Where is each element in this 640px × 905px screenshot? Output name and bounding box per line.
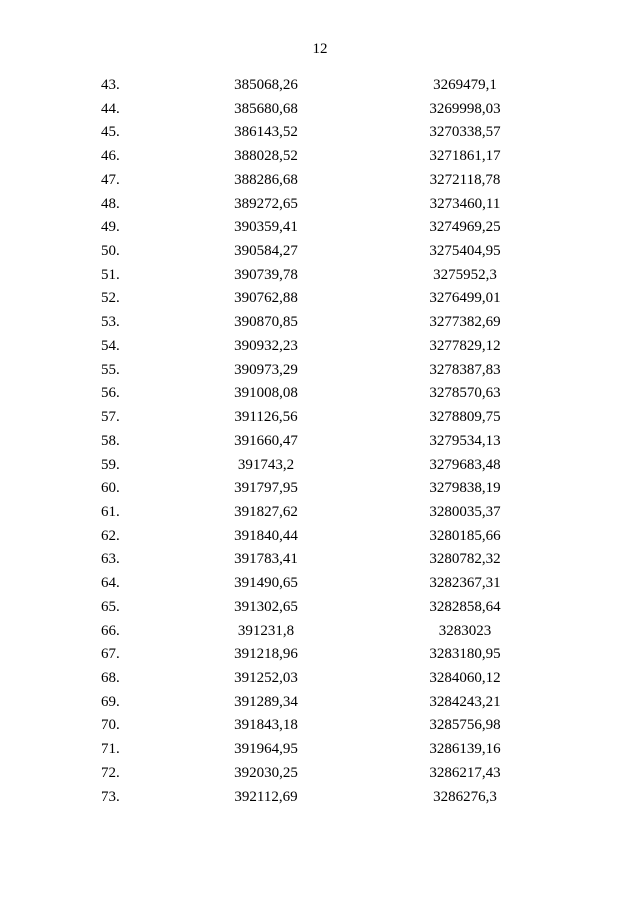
point-number: 68. [101,669,120,686]
point-number: 66. [101,622,120,639]
table-row [0,311,640,335]
y-coordinate: 3274969,25 [429,219,501,236]
point-number: 70. [101,717,120,734]
x-coordinate: 391743,2 [237,456,295,473]
x-coordinate: 391827,62 [234,503,298,520]
point-number: 48. [101,195,120,212]
y-coordinate: 3286139,16 [429,741,501,758]
y-coordinate: 3277382,69 [429,314,501,331]
table-row [0,667,640,691]
table-row [0,216,640,240]
table-row [0,382,640,406]
x-coordinate: 391126,56 [234,409,298,426]
x-coordinate: 391008,08 [234,385,298,402]
point-number: 71. [101,741,120,758]
x-coordinate: 392030,25 [234,764,298,781]
table-row [0,762,640,786]
point-number: 51. [101,266,120,283]
x-coordinate: 390359,41 [234,219,298,236]
table-row [0,98,640,122]
y-coordinate: 3284243,21 [429,693,501,710]
table-row [0,501,640,525]
y-coordinate: 3284060,12 [429,669,501,686]
x-coordinate: 389272,65 [234,195,298,212]
x-coordinate: 385680,68 [234,100,298,117]
y-coordinate: 3275952,3 [433,266,497,283]
x-coordinate: 391289,34 [234,693,298,710]
x-coordinate: 390932,23 [234,337,298,354]
y-coordinate: 3279683,48 [429,456,501,473]
table-row [0,525,640,549]
table-row [0,786,640,810]
x-coordinate: 390870,85 [234,314,298,331]
point-number: 55. [101,361,120,378]
point-number: 44. [101,100,120,117]
x-coordinate: 391218,96 [234,646,298,663]
x-coordinate: 390584,27 [234,243,298,260]
y-coordinate: 3280185,66 [429,527,501,544]
table-row [0,169,640,193]
x-coordinate: 390739,78 [234,266,298,283]
x-coordinate: 391231,8 [237,622,295,639]
x-coordinate: 391252,03 [234,669,298,686]
y-coordinate: 3278387,83 [429,361,501,378]
point-number: 47. [101,171,120,188]
table-row [0,193,640,217]
y-coordinate: 3269998,03 [429,100,501,117]
point-number: 49. [101,219,120,236]
point-number: 52. [101,290,120,307]
point-number: 56. [101,385,120,402]
point-number: 59. [101,456,120,473]
y-coordinate: 3283023 [438,622,492,639]
x-coordinate: 391797,95 [234,480,298,497]
y-coordinate: 3285756,98 [429,717,501,734]
x-coordinate: 391783,41 [234,551,298,568]
table-row [0,738,640,762]
y-coordinate: 3278809,75 [429,409,501,426]
y-coordinate: 3279838,19 [429,480,501,497]
point-number: 73. [101,788,120,805]
table-row [0,477,640,501]
table-row [0,572,640,596]
y-coordinate: 3273460,11 [429,195,501,212]
point-number: 43. [101,77,120,93]
table-row [0,454,640,478]
point-number: 69. [101,693,120,710]
x-coordinate: 391490,65 [234,575,298,592]
x-coordinate: 391840,44 [234,527,298,544]
coordinates-table [0,74,640,809]
y-coordinate: 3286276,3 [433,788,497,805]
y-coordinate: 3280035,37 [429,503,501,520]
table-row [0,74,640,98]
x-coordinate: 388286,68 [234,171,298,188]
table-row [0,240,640,264]
point-number: 65. [101,598,120,615]
table-row [0,406,640,430]
y-coordinate: 3280782,32 [429,551,501,568]
point-number: 67. [101,646,120,663]
x-coordinate: 388028,52 [234,148,298,165]
x-coordinate: 391660,47 [234,432,298,449]
point-number: 60. [101,480,120,497]
y-coordinate: 3286217,43 [429,764,501,781]
point-number: 45. [101,124,120,141]
point-number: 57. [101,409,120,426]
y-coordinate: 3282367,31 [429,575,501,592]
table-row [0,691,640,715]
table-row [0,359,640,383]
y-coordinate: 3271861,17 [429,148,501,165]
point-number: 46. [101,148,120,165]
point-number: 72. [101,764,120,781]
x-coordinate: 390762,88 [234,290,298,307]
point-number: 53. [101,314,120,331]
table-row [0,264,640,288]
x-coordinate: 392112,69 [234,788,298,805]
table-row [0,287,640,311]
point-number: 62. [101,527,120,544]
table-row [0,121,640,145]
y-coordinate: 3277829,12 [429,337,501,354]
y-coordinate: 3278570,63 [429,385,501,402]
point-number: 54. [101,337,120,354]
table-row [0,714,640,738]
x-coordinate: 386143,52 [234,124,298,141]
x-coordinate: 391964,95 [234,741,298,758]
table-row [0,643,640,667]
table-row [0,430,640,454]
page-number: 12 [312,41,328,57]
y-coordinate: 3276499,01 [429,290,501,307]
table-row [0,596,640,620]
y-coordinate: 3272118,78 [429,171,501,188]
y-coordinate: 3283180,95 [429,646,501,663]
table-row [0,145,640,169]
y-coordinate: 3275404,95 [429,243,501,260]
x-coordinate: 385068,26 [234,77,298,93]
y-coordinate: 3269479,1 [433,77,497,93]
x-coordinate: 390973,29 [234,361,298,378]
y-coordinate: 3279534,13 [429,432,501,449]
y-coordinate: 3270338,57 [429,124,501,141]
table-row [0,335,640,359]
point-number: 64. [101,575,120,592]
y-coordinate: 3282858,64 [429,598,501,615]
point-number: 58. [101,432,120,449]
table-row [0,548,640,572]
point-number: 63. [101,551,120,568]
point-number: 61. [101,503,120,520]
point-number: 50. [101,243,120,260]
table-row [0,620,640,644]
x-coordinate: 391843,18 [234,717,298,734]
x-coordinate: 391302,65 [234,598,298,615]
